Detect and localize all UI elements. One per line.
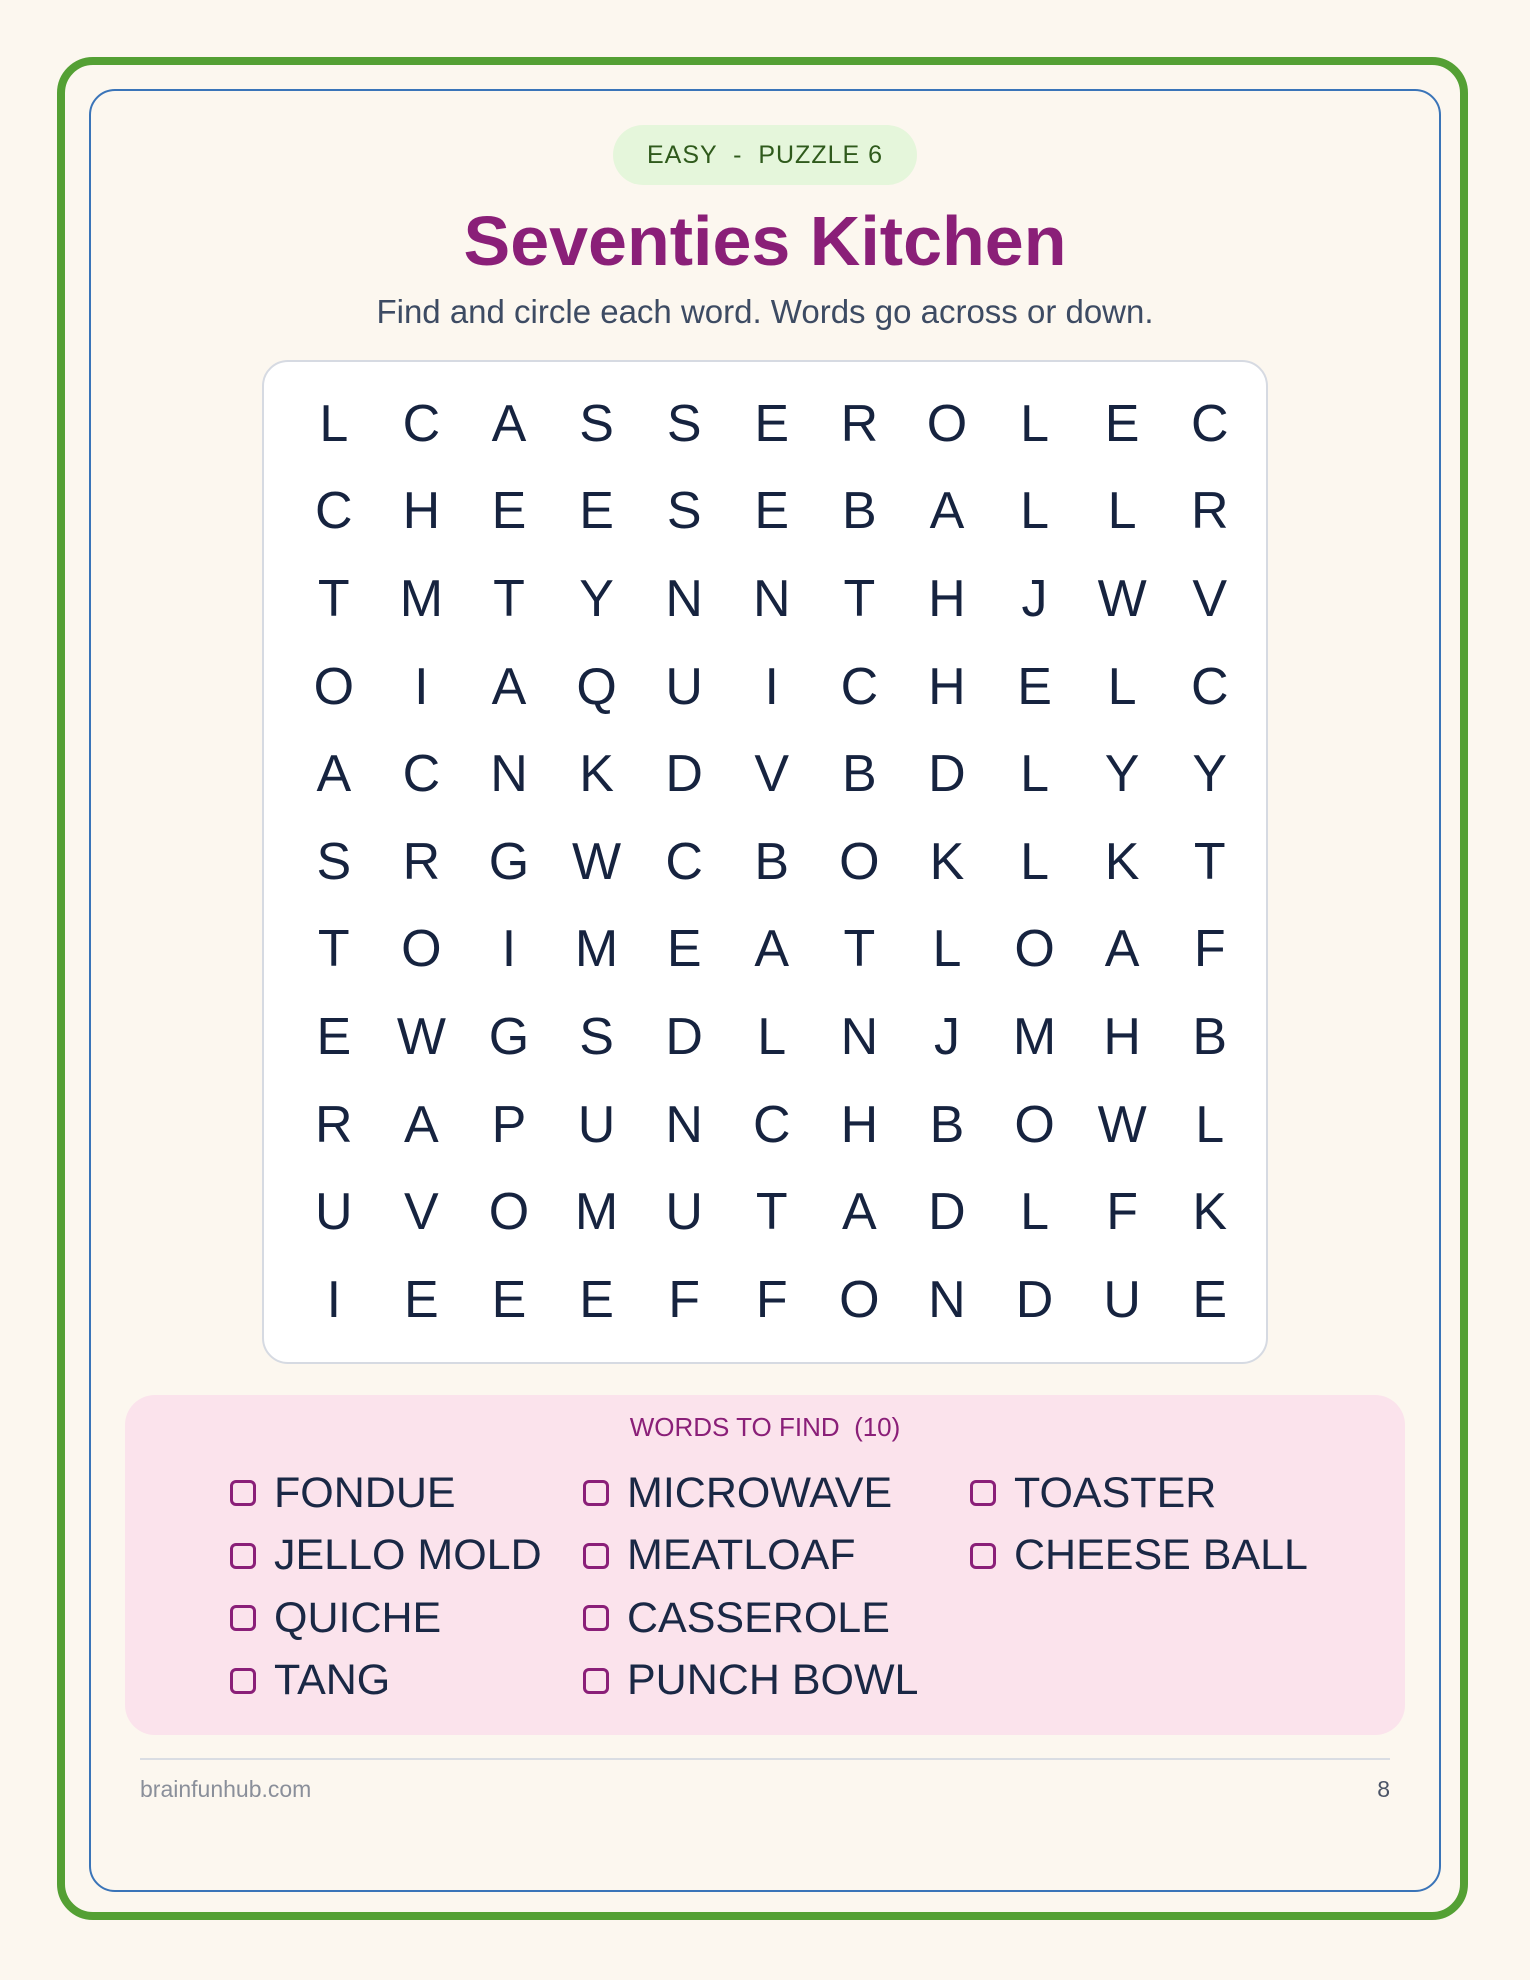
word-checkbox[interactable] [583, 1668, 609, 1694]
word-label: MICROWAVE [627, 1468, 893, 1517]
grid-cell[interactable]: L [319, 394, 349, 453]
word-checkbox[interactable] [230, 1543, 256, 1569]
grid-cell[interactable]: O [313, 657, 355, 716]
grid-cell[interactable]: K [579, 745, 614, 804]
grid-cell[interactable]: B [754, 832, 790, 891]
grid-cell[interactable]: L [1020, 394, 1049, 453]
grid-cell[interactable]: F [755, 1270, 788, 1329]
page-number: 8 [1377, 1776, 1390, 1802]
grid-cell[interactable]: C [752, 1095, 791, 1154]
grid-cell[interactable]: U [1103, 1270, 1141, 1329]
grid-cell[interactable]: N [665, 1095, 703, 1154]
word-checkbox[interactable] [230, 1480, 256, 1506]
word-item [970, 1462, 1308, 1525]
grid-cell[interactable]: E [666, 920, 702, 979]
grid-cell[interactable]: L [1020, 745, 1049, 804]
grid-cell[interactable]: T [317, 569, 350, 628]
grid-cell[interactable]: E [1192, 1270, 1228, 1329]
word-checkbox[interactable] [970, 1543, 996, 1569]
grid-cell[interactable]: L [1020, 832, 1049, 891]
grid-cell[interactable]: A [491, 657, 527, 716]
word-item [970, 1525, 1308, 1588]
grid-cell[interactable]: N [752, 569, 791, 628]
grid-cell[interactable]: O [839, 832, 880, 891]
grid-cell[interactable]: S [666, 482, 702, 541]
grid-cell[interactable]: E [491, 1270, 527, 1329]
grid-cell[interactable]: T [843, 920, 876, 979]
grid-cell[interactable]: G [488, 832, 530, 891]
grid-cell[interactable]: S [579, 394, 614, 453]
grid-cell[interactable]: H [928, 569, 966, 628]
grid-cell[interactable]: F [668, 1270, 701, 1329]
grid-cell[interactable]: E [579, 1270, 614, 1329]
grid-cell[interactable]: V [1192, 569, 1228, 628]
grid-cell[interactable]: V [754, 745, 790, 804]
grid-cell[interactable]: M [574, 1183, 619, 1242]
grid-cell[interactable]: W [572, 832, 622, 891]
word-checkbox[interactable] [583, 1480, 609, 1506]
instructions: Find and circle each word. Words go across or down. [376, 293, 1154, 330]
grid-cell[interactable]: F [1106, 1183, 1139, 1242]
word-item [583, 1650, 918, 1713]
grid-cell[interactable]: M [1012, 1007, 1057, 1066]
grid-cell[interactable]: A [491, 394, 527, 453]
grid-cell[interactable]: T [317, 920, 350, 979]
grid-cell[interactable]: H [928, 657, 966, 716]
grid-cell[interactable]: O [401, 920, 442, 979]
grid-cell[interactable]: A [316, 745, 352, 804]
grid-cell[interactable]: V [404, 1183, 439, 1242]
grid-cell[interactable]: Y [1104, 745, 1140, 804]
footer-site: brainfunhub.com [140, 1776, 312, 1802]
grid-cell[interactable]: D [1015, 1270, 1054, 1329]
grid-cell[interactable]: J [1021, 569, 1048, 628]
grid-cell[interactable]: D [928, 745, 966, 804]
word-column-2 [583, 1462, 918, 1712]
grid-cell[interactable]: E [754, 482, 790, 541]
grid-cell[interactable]: K [1104, 832, 1140, 891]
grid-cell[interactable]: K [1192, 1183, 1228, 1242]
word-item [230, 1650, 542, 1713]
grid-cell[interactable]: L [1020, 482, 1049, 541]
grid-cell[interactable]: W [1097, 569, 1147, 628]
grid-cell[interactable]: B [842, 745, 877, 804]
grid-cell[interactable]: A [404, 1095, 439, 1154]
grid-cell[interactable]: F [1193, 920, 1226, 979]
grid-cell[interactable]: L [1107, 482, 1137, 541]
grid-cell[interactable]: Y [1192, 745, 1228, 804]
word-item [583, 1462, 918, 1525]
grid-cell[interactable]: D [665, 1007, 703, 1066]
word-label: TANG [274, 1656, 391, 1705]
grid-cell[interactable]: C [402, 394, 441, 453]
grid-cell[interactable]: A [754, 920, 790, 979]
grid-cell[interactable]: C [1190, 657, 1229, 716]
grid-cell[interactable]: N [840, 1007, 879, 1066]
grid-cell[interactable]: B [1192, 1007, 1228, 1066]
grid-cell[interactable]: U [577, 1095, 616, 1154]
word-label: CASSEROLE [627, 1593, 890, 1642]
grid-cell[interactable]: R [402, 832, 441, 891]
grid-cell[interactable]: M [574, 920, 619, 979]
grid-cell[interactable]: N [490, 745, 528, 804]
grid-cell[interactable]: I [501, 920, 517, 979]
word-checkbox[interactable] [230, 1605, 256, 1631]
grid-cell[interactable]: O [839, 1270, 880, 1329]
word-column-3 [970, 1462, 1308, 1587]
grid-cell[interactable]: O [1014, 1095, 1055, 1154]
grid-cell[interactable]: O [1014, 920, 1055, 979]
grid-cell[interactable]: W [1097, 1095, 1147, 1154]
word-item [230, 1462, 542, 1525]
grid-cell[interactable]: N [665, 569, 703, 628]
grid-cell[interactable]: S [666, 394, 702, 453]
word-column-1 [230, 1462, 542, 1712]
grid-cell[interactable]: B [929, 1095, 965, 1154]
grid-cell[interactable]: E [1017, 657, 1052, 716]
word-item [230, 1525, 542, 1588]
grid-cell[interactable]: K [929, 832, 965, 891]
grid-cell[interactable]: T [843, 569, 876, 628]
word-item [230, 1587, 542, 1650]
grid-cell[interactable]: R [840, 394, 879, 453]
grid-cell[interactable]: B [842, 482, 877, 541]
grid-cell[interactable]: E [1104, 394, 1140, 453]
word-label: FONDUE [274, 1468, 456, 1517]
difficulty-badge: EASY - PUZZLE 6 [613, 125, 917, 185]
grid-cell[interactable]: R [1190, 482, 1229, 541]
grid-cell[interactable]: H [840, 1095, 879, 1154]
word-label: PUNCH BOWL [627, 1656, 919, 1705]
word-label: QUICHE [274, 1593, 442, 1642]
grid-cell[interactable]: H [402, 482, 441, 541]
grid-cell[interactable]: C [840, 657, 879, 716]
grid-cell[interactable]: I [414, 657, 429, 716]
grid-cell[interactable]: C [402, 745, 441, 804]
grid-cell[interactable]: O [926, 394, 968, 453]
grid-cell[interactable]: U [315, 1183, 353, 1242]
word-checkbox[interactable] [970, 1480, 996, 1506]
grid-cell[interactable]: L [932, 920, 962, 979]
footer-divider [140, 1758, 1390, 1760]
word-checkbox[interactable] [230, 1668, 256, 1694]
grid-cell[interactable]: G [488, 1007, 530, 1066]
grid-cell[interactable]: R [315, 1095, 353, 1154]
grid-cell[interactable]: A [842, 1183, 877, 1242]
grid-cell[interactable]: L [757, 1007, 787, 1066]
word-item [583, 1525, 918, 1588]
word-label: CHEESE BALL [1014, 1531, 1308, 1580]
grid-cell[interactable]: I [326, 1270, 342, 1329]
grid-cell[interactable]: P [491, 1095, 527, 1154]
word-label: JELLO MOLD [274, 1531, 542, 1580]
grid-cell[interactable]: J [933, 1007, 960, 1066]
grid-cell[interactable]: U [665, 1183, 703, 1242]
grid-cell[interactable]: O [488, 1183, 530, 1242]
grid-cell[interactable]: L [1020, 1183, 1049, 1242]
letter-grid [290, 380, 1230, 1346]
word-item [583, 1587, 918, 1650]
grid-cell[interactable]: A [929, 482, 965, 541]
grid-cell[interactable]: C [665, 832, 703, 891]
grid-cell[interactable]: M [399, 569, 444, 628]
word-label: MEATLOAF [627, 1531, 856, 1580]
grid-cell[interactable]: L [1195, 1095, 1225, 1154]
grid-cell[interactable]: D [928, 1183, 966, 1242]
grid-cell[interactable]: N [928, 1270, 966, 1329]
page-title: Seventies Kitchen [463, 202, 1067, 280]
grid-cell[interactable]: U [665, 657, 703, 716]
grid-cell[interactable]: E [316, 1007, 352, 1066]
grid-cell[interactable]: T [1193, 832, 1226, 891]
grid-cell[interactable]: T [493, 569, 525, 628]
word-checkbox[interactable] [583, 1543, 609, 1569]
grid-cell[interactable]: Y [579, 569, 614, 628]
words-heading: WORDS TO FIND (10) [629, 1412, 901, 1442]
grid-cell[interactable]: A [1104, 920, 1140, 979]
grid-cell[interactable]: C [315, 482, 353, 541]
grid-cell[interactable]: E [754, 394, 790, 453]
grid-cell[interactable]: H [1103, 1007, 1141, 1066]
grid-cell[interactable]: I [764, 657, 779, 716]
word-checkbox[interactable] [583, 1605, 609, 1631]
grid-cell[interactable]: L [1107, 657, 1137, 716]
grid-cell[interactable]: Q [576, 657, 617, 716]
grid-cell[interactable]: C [1190, 394, 1229, 453]
grid-cell[interactable]: E [404, 1270, 439, 1329]
grid-cell[interactable]: S [316, 832, 352, 891]
grid-cell[interactable]: S [579, 1007, 614, 1066]
word-label: TOASTER [1014, 1468, 1217, 1517]
grid-cell[interactable]: E [491, 482, 527, 541]
grid-cell[interactable]: W [396, 1007, 446, 1066]
grid-cell[interactable]: E [579, 482, 614, 541]
grid-cell[interactable]: T [755, 1183, 788, 1242]
grid-cell[interactable]: D [665, 745, 703, 804]
